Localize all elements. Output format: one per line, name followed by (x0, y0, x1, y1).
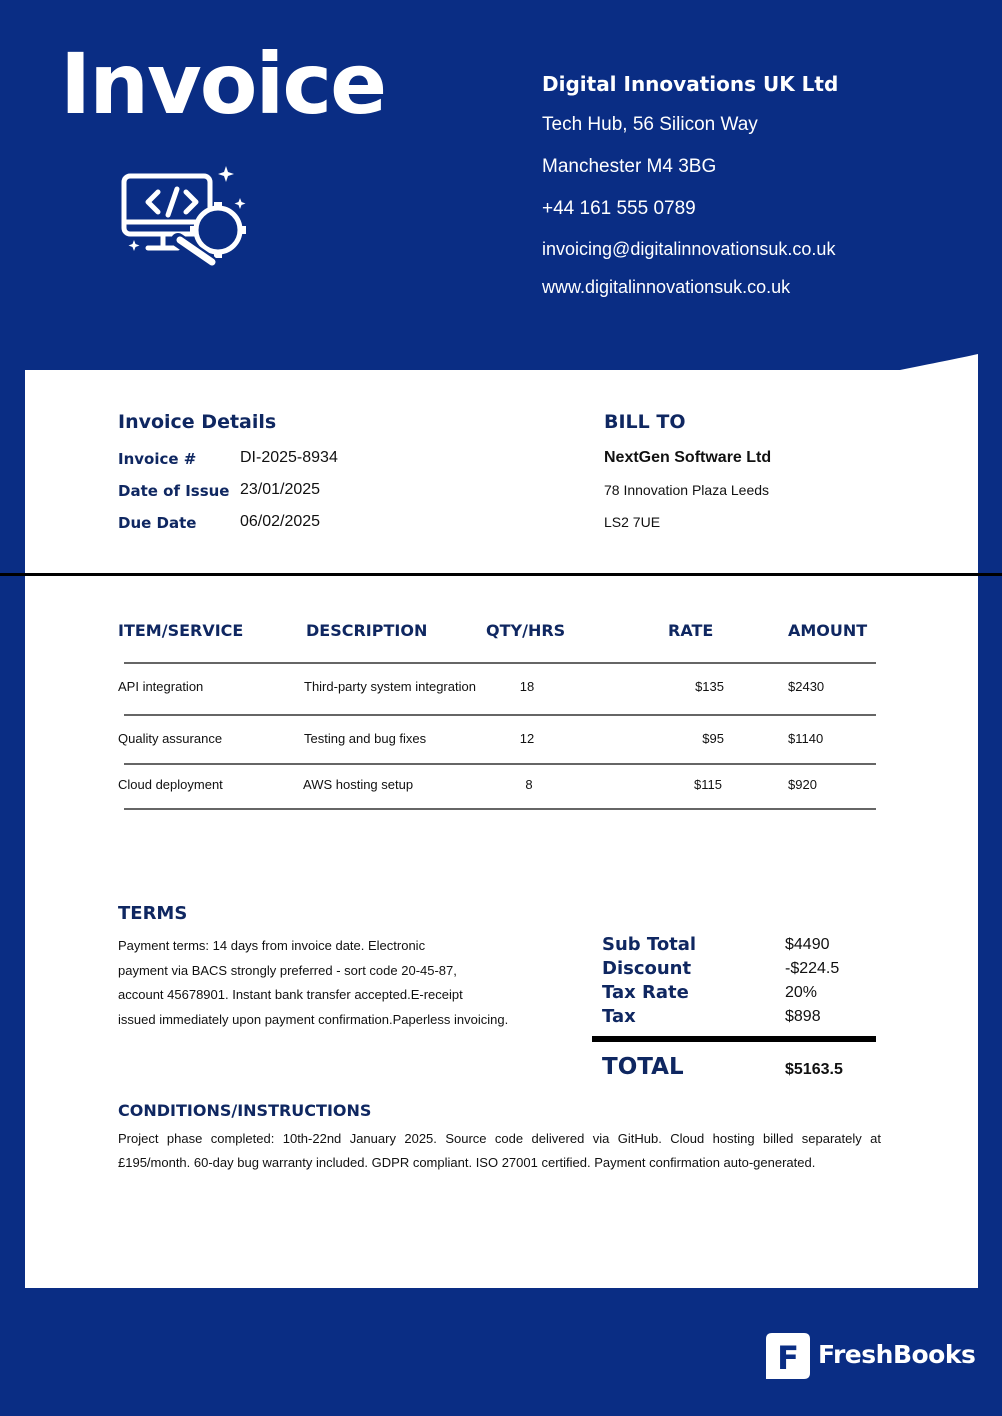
total-label: TOTAL (602, 1054, 684, 1080)
terms-line: account 45678901. Instant bank transfer accepted.E-receipt (118, 987, 463, 1002)
total-value: $5163.5 (785, 1061, 843, 1078)
card-top-wave (0, 340, 1002, 380)
company-website[interactable]: www.digitalinnovationsuk.co.uk (542, 277, 791, 297)
total-rule (592, 1036, 876, 1042)
row-rate: $135 (695, 679, 724, 694)
col-header-qty: QTY/HRS (486, 621, 566, 640)
terms-line: payment via BACS strongly preferred - sort code 20-45-87, (118, 962, 457, 978)
conditions-text (118, 1127, 881, 1175)
row-item: Cloud deployment (118, 777, 223, 792)
discount-value: -$224.5 (785, 960, 840, 977)
client-name: NextGen Software Ltd (604, 449, 772, 466)
row-qty: 18 (519, 679, 535, 694)
company-email[interactable]: invoicing@digitalinnovationsuk.co.uk (542, 239, 836, 259)
issue-date-label: Date of Issue (118, 482, 230, 500)
invoice-number-label: Invoice # (118, 450, 197, 468)
conditions-line: Project phase completed: 10th-22nd January 2025. Source code delivered via GitHub. Cloud hosting billed separately at (118, 1131, 881, 1146)
row-qty: 12 (519, 731, 535, 746)
issue-date: 23/01/2025 (240, 481, 321, 498)
tax-label: Tax (602, 1006, 636, 1027)
invoice-number: DI-2025-8934 (240, 449, 338, 466)
col-header-description: DESCRIPTION (306, 621, 428, 640)
row-rate: $115 (694, 777, 722, 792)
table-rule (124, 714, 876, 716)
terms-heading: TERMS (118, 903, 188, 924)
client-address-line1: 78 Innovation Plaza Leeds (604, 482, 770, 498)
due-date-label: Due Date (118, 514, 197, 532)
row-description: Third-party system integration (304, 679, 476, 694)
subtotal-value: $4490 (785, 936, 830, 953)
tax-value: $898 (785, 1008, 821, 1025)
bill-to-heading: BILL TO (604, 411, 686, 433)
freshbooks-brand[interactable]: FreshBooks (818, 1340, 976, 1369)
freshbooks-logo-icon (766, 1333, 810, 1379)
row-description: AWS hosting setup (303, 777, 414, 792)
row-rate: $95 (702, 731, 724, 746)
developer-tools-icon (118, 162, 250, 270)
terms-line: Payment terms: 14 days from invoice date. Electronic (118, 938, 426, 953)
company-phone: +44 161 555 0789 (542, 198, 696, 219)
col-header-rate: RATE (668, 621, 714, 640)
conditions-line: £195/month. 60-day bug warranty included. GDPR compliant. ISO 27001 certified. Payment confirmation auto-generated. (118, 1155, 816, 1170)
row-amount: $2430 (788, 679, 825, 694)
client-address-line2: LS2 7UE (604, 514, 661, 530)
invoice-details-heading: Invoice Details (118, 411, 277, 433)
subtotal-label: Sub Total (602, 934, 697, 955)
section-divider (0, 573, 1002, 576)
company-name: Digital Innovations UK Ltd (542, 72, 839, 96)
row-item: API integration (118, 679, 204, 694)
row-amount: $920 (788, 777, 817, 792)
row-item: Quality assurance (118, 731, 223, 746)
row-amount: $1140 (788, 731, 824, 746)
tax-rate-value: 20% (785, 984, 818, 1001)
invoice-title: Invoice (60, 35, 386, 133)
due-date: 06/02/2025 (240, 513, 321, 530)
freshbooks-logo-letter: F (777, 1339, 799, 1377)
tax-rate-label: Tax Rate (602, 982, 689, 1003)
company-info (542, 72, 838, 306)
row-description: Testing and bug fixes (304, 731, 427, 746)
company-address-line1: Tech Hub, 56 Silicon Way (542, 114, 758, 135)
terms-text (118, 934, 508, 1032)
col-header-item: ITEM/SERVICE (118, 621, 244, 640)
table-rule (124, 662, 876, 664)
table-rule (124, 763, 876, 765)
discount-label: Discount (602, 958, 692, 979)
col-header-amount: AMOUNT (788, 621, 868, 640)
table-rule (124, 808, 876, 810)
row-qty: 8 (525, 777, 533, 792)
company-address-line2: Manchester M4 3BG (542, 156, 717, 177)
conditions-heading: CONDITIONS/INSTRUCTIONS (118, 1101, 372, 1120)
terms-line: issued immediately upon payment confirmation.Paperless invoicing. (118, 1011, 509, 1027)
